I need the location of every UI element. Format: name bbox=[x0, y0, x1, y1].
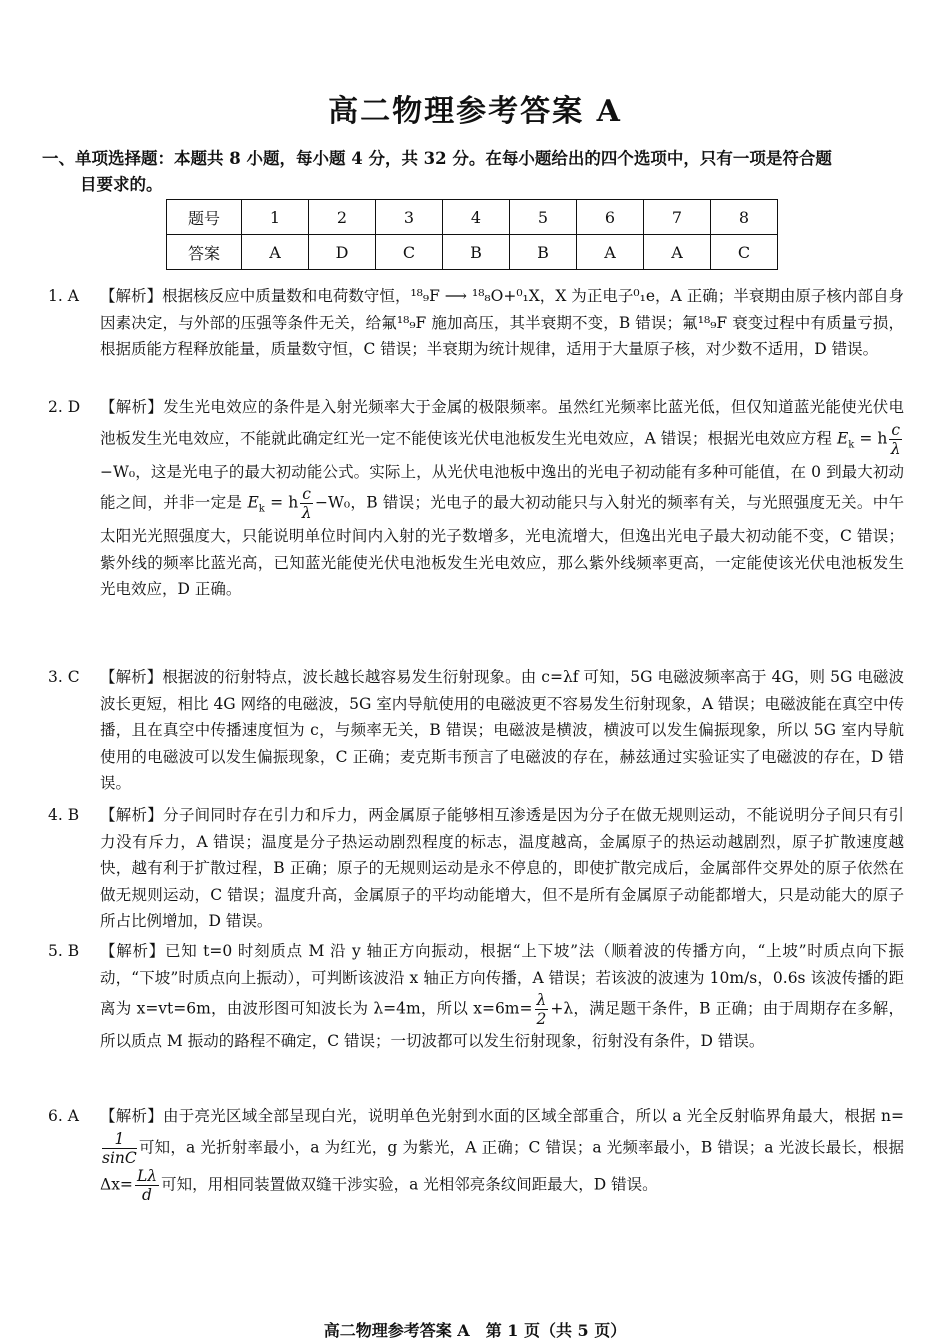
table-cell: 2 bbox=[309, 200, 376, 235]
table-cell: C bbox=[711, 235, 778, 270]
formula-part: = h bbox=[264, 493, 299, 512]
item-number: 5. B bbox=[48, 942, 80, 960]
fraction bbox=[300, 485, 313, 522]
formula-part: −W₀ bbox=[100, 462, 136, 481]
item-text-part: 可知，用相同装置做双缝干涉实验，a 光相邻亮条纹间距最大，D 错误。 bbox=[161, 1175, 658, 1193]
table-cell: A bbox=[644, 235, 711, 270]
fraction-denominator: λ bbox=[301, 504, 312, 523]
row-label-numbers: 题号 bbox=[167, 200, 242, 235]
item-text: 【解析】发生光电效应的条件是入射光频率大于金属的极限频率。虽然红光频率比蓝光低，但仅知道蓝光能使光伏电池板发生光电效应，不能就此确定红光一定不能使该光伏电池板发生光电效应，A 错误；根据光电效应方程 $E_k = h$ $\frac{c}{\lambda}$ −W₀，这是光电子的最大初动能公式。实际上，从光伏电池板中逸出的光电子初动能有多种可能值，在 0 到最大初动能之间，并非一定是 $E_k = h$ $\frac{c}{\lambda}$ −W₀，B 错误；光电子的最大初动能只与入射光的频率有关，与光照强度无关。中午太阳光光照强度大，只能说明单位时间内入射的光子数增多，光电流增大，但逸出光电子最大初动能不变，C 错误；紫外线的频率比蓝光高，已知蓝光能使光伏电池板发生光电效应，那么紫外线频率更高，一定能使该光伏电池板发生光电效应，D 正确。 bbox=[100, 398, 904, 599]
table-cell: 7 bbox=[644, 200, 711, 235]
fraction-numerator: c bbox=[891, 420, 900, 439]
table-cell: 3 bbox=[376, 200, 443, 235]
formula-part: −W₀ bbox=[314, 493, 351, 512]
table-cell: B bbox=[443, 235, 510, 270]
explanation-item-5 bbox=[48, 938, 904, 1055]
item-number: 6. A bbox=[48, 1107, 79, 1125]
section-heading bbox=[42, 146, 910, 198]
item-text bbox=[100, 938, 904, 1055]
fraction-denominator: d bbox=[142, 1185, 152, 1204]
table-cell: C bbox=[376, 235, 443, 270]
fraction-numerator: 1 bbox=[102, 1130, 137, 1149]
fraction-denominator: 2 bbox=[536, 1010, 547, 1028]
item-text bbox=[100, 1103, 904, 1204]
item-text-part: 【解析】发生光电效应的条件是入射光频率大于金属的极限频率。虽然红光频率比蓝光低，但仅知道蓝光能使光伏电池板发生光电效应，不能就此确定红光一定不能使该光伏电池板发生光电效应，A 错误；根据光电效应方程 bbox=[100, 398, 904, 447]
explanation-item-4 bbox=[48, 802, 904, 935]
fraction bbox=[102, 1130, 137, 1167]
table-cell: A bbox=[577, 235, 644, 270]
table-cell: 4 bbox=[443, 200, 510, 235]
formula-symbol: E bbox=[836, 429, 849, 447]
answer-table bbox=[166, 199, 778, 270]
explanation-item-1 bbox=[48, 283, 904, 363]
fraction-numerator: c bbox=[302, 485, 311, 504]
table-cell: A bbox=[242, 235, 309, 270]
explanation-item-2 bbox=[48, 394, 904, 603]
page-title: 高二物理参考答案 A bbox=[328, 94, 622, 129]
row-label-answers: 答案 bbox=[167, 235, 242, 270]
item-text-part: ，这是光电子的最大初动能公式。实际上，从光伏电池板中逸出的光电子初动能有多种可能值，在 0 到最大初动能之间，并非一定是 bbox=[100, 462, 904, 512]
fraction bbox=[889, 421, 902, 458]
formula-symbol: E bbox=[247, 493, 259, 512]
table-cell: B bbox=[510, 235, 577, 270]
fraction bbox=[535, 991, 549, 1028]
item-text-part: 可知，a 光折射率最小，a 为红光，g 为紫光，A 正确；C 错误；a 光频率最小，B 错误；a 光波长最长，根据 Δx= bbox=[100, 1138, 904, 1193]
item-text-part: 【解析】已知 t=0 时刻质点 M 沿 y 轴正方向振动，根据“上下坡”法（顺着波的传播方向，“上坡”时质点向下振动，“下坡”时质点向上振动），可判断该波沿 x 轴正方向传播，A 错误；若该波的波速为 10m/s，0.6s 该波传播的距离为 x=vt=6m，由波形图可知波长为 λ=4m，所以 x=6m= bbox=[100, 942, 904, 1018]
item-number: 1. A bbox=[48, 287, 79, 305]
table-cell: 1 bbox=[242, 200, 309, 235]
page-footer: 高二物理参考答案 A 第 1 页（共 5 页） bbox=[323, 1321, 627, 1340]
table-cell: 5 bbox=[510, 200, 577, 235]
formula-part: = h bbox=[854, 429, 888, 447]
answer-table-row-numbers bbox=[167, 200, 778, 235]
table-cell: 6 bbox=[577, 200, 644, 235]
section-heading-line2: 目要求的。 bbox=[80, 175, 163, 194]
fraction-numerator: Lλ bbox=[136, 1166, 158, 1185]
table-cell: D bbox=[309, 235, 376, 270]
item-text-part: +λ，满足题干条件，B 正确；由于周期存在多解，所以质点 M 振动的路程不确定，C 错误；一切波都可以发生衍射现象，衍射没有条件，D 错误。 bbox=[100, 999, 904, 1050]
explanation-item-3 bbox=[48, 664, 904, 797]
item-text-part: 【解析】由于亮光区域全部呈现白光，说明单色光射到水面的区域全部重合，所以 a 光全反射临界角最大，根据 n= bbox=[100, 1107, 904, 1125]
section-heading-line1: 一、单项选择题：本题共 8 小题，每小题 4 分，共 32 分。在每小题给出的四个选项中，只有一项是符合题 bbox=[42, 149, 832, 168]
fraction-denominator: λ bbox=[890, 439, 901, 458]
explanation-item-6 bbox=[48, 1103, 904, 1204]
item-text: 【解析】分子间同时存在引力和斥力，两金属原子能够相互渗透是因为分子在做无规则运动，不能说明分子间只有引力没有斥力，A 错误；温度是分子热运动剧烈程度的标志，温度越高，金属原子的热运动越剧烈，原子扩散速度越快，越有利于扩散过程，B 正确；原子的无规则运动是永不停息的，即使扩散完成后，金属部件交界处的原子依然在做无规则运动，C 错误；温度升高，金属原子的平均动能增大，但不是所有金属原子动能都增大，只是动能大的原子所占比例增加，D 错误。 bbox=[100, 806, 904, 930]
table-cell: 8 bbox=[711, 200, 778, 235]
item-number: 3. C bbox=[48, 668, 80, 686]
fraction-numerator: λ bbox=[536, 991, 547, 1009]
item-text-part: ，B 错误；光电子的最大初动能只与入射光的频率有关，与光照强度无关。中午太阳光光照强度大，只能说明单位时间内入射的光子数增多，光电流增大，但逸出光电子最大初动能不变，C 错误；紫外线的频率比蓝光高，已知蓝光能使光伏电池板发生光电效应，那么紫外线频率更高，一定能使该光伏电池板发生光电效应，D 正确。 bbox=[100, 493, 904, 599]
item-text: 【解析】根据核反应中质量数和电荷数守恒，¹⁸₉F ⟶ ¹⁸₈O+⁰₁X，X 为正电子⁰₁e，A 正确；半衰期由原子核内部自身因素决定，与外部的压强等条件无关，给氟¹⁸₉F 施加高压，其半衰期不变，B 错误；氟¹⁸₉F 衰变过程中有质量亏损，根据质能方程释放能量，质量数守恒，C 错误；半衰期为统计规律，适用于大量原子核，对少数不适用，D 错误。 bbox=[100, 287, 904, 358]
item-number: 2. D bbox=[48, 398, 81, 416]
fraction bbox=[135, 1167, 159, 1204]
item-number: 4. B bbox=[48, 806, 80, 824]
fraction-denominator: sinC bbox=[102, 1148, 137, 1167]
answer-table-row-answers bbox=[167, 235, 778, 270]
item-text: 【解析】根据波的衍射特点，波长越长越容易发生衍射现象。由 c=λf 可知，5G 电磁波频率高于 4G，则 5G 电磁波波长更短，相比 4G 网络的电磁波，5G 室内导航使用的电磁波更不容易发生衍射现象，A 错误；电磁波能在真空中传播，且在真空中传播速度恒为 c，与频率无关，B 错误；电磁波是横波，横波可以发生偏振现象，所以 5G 室内导航使用的电磁波可以发生偏振现象，C 正确；麦克斯韦预言了电磁波的存在，赫兹通过实验证实了电磁波的存在，D 错误。 bbox=[100, 668, 904, 792]
